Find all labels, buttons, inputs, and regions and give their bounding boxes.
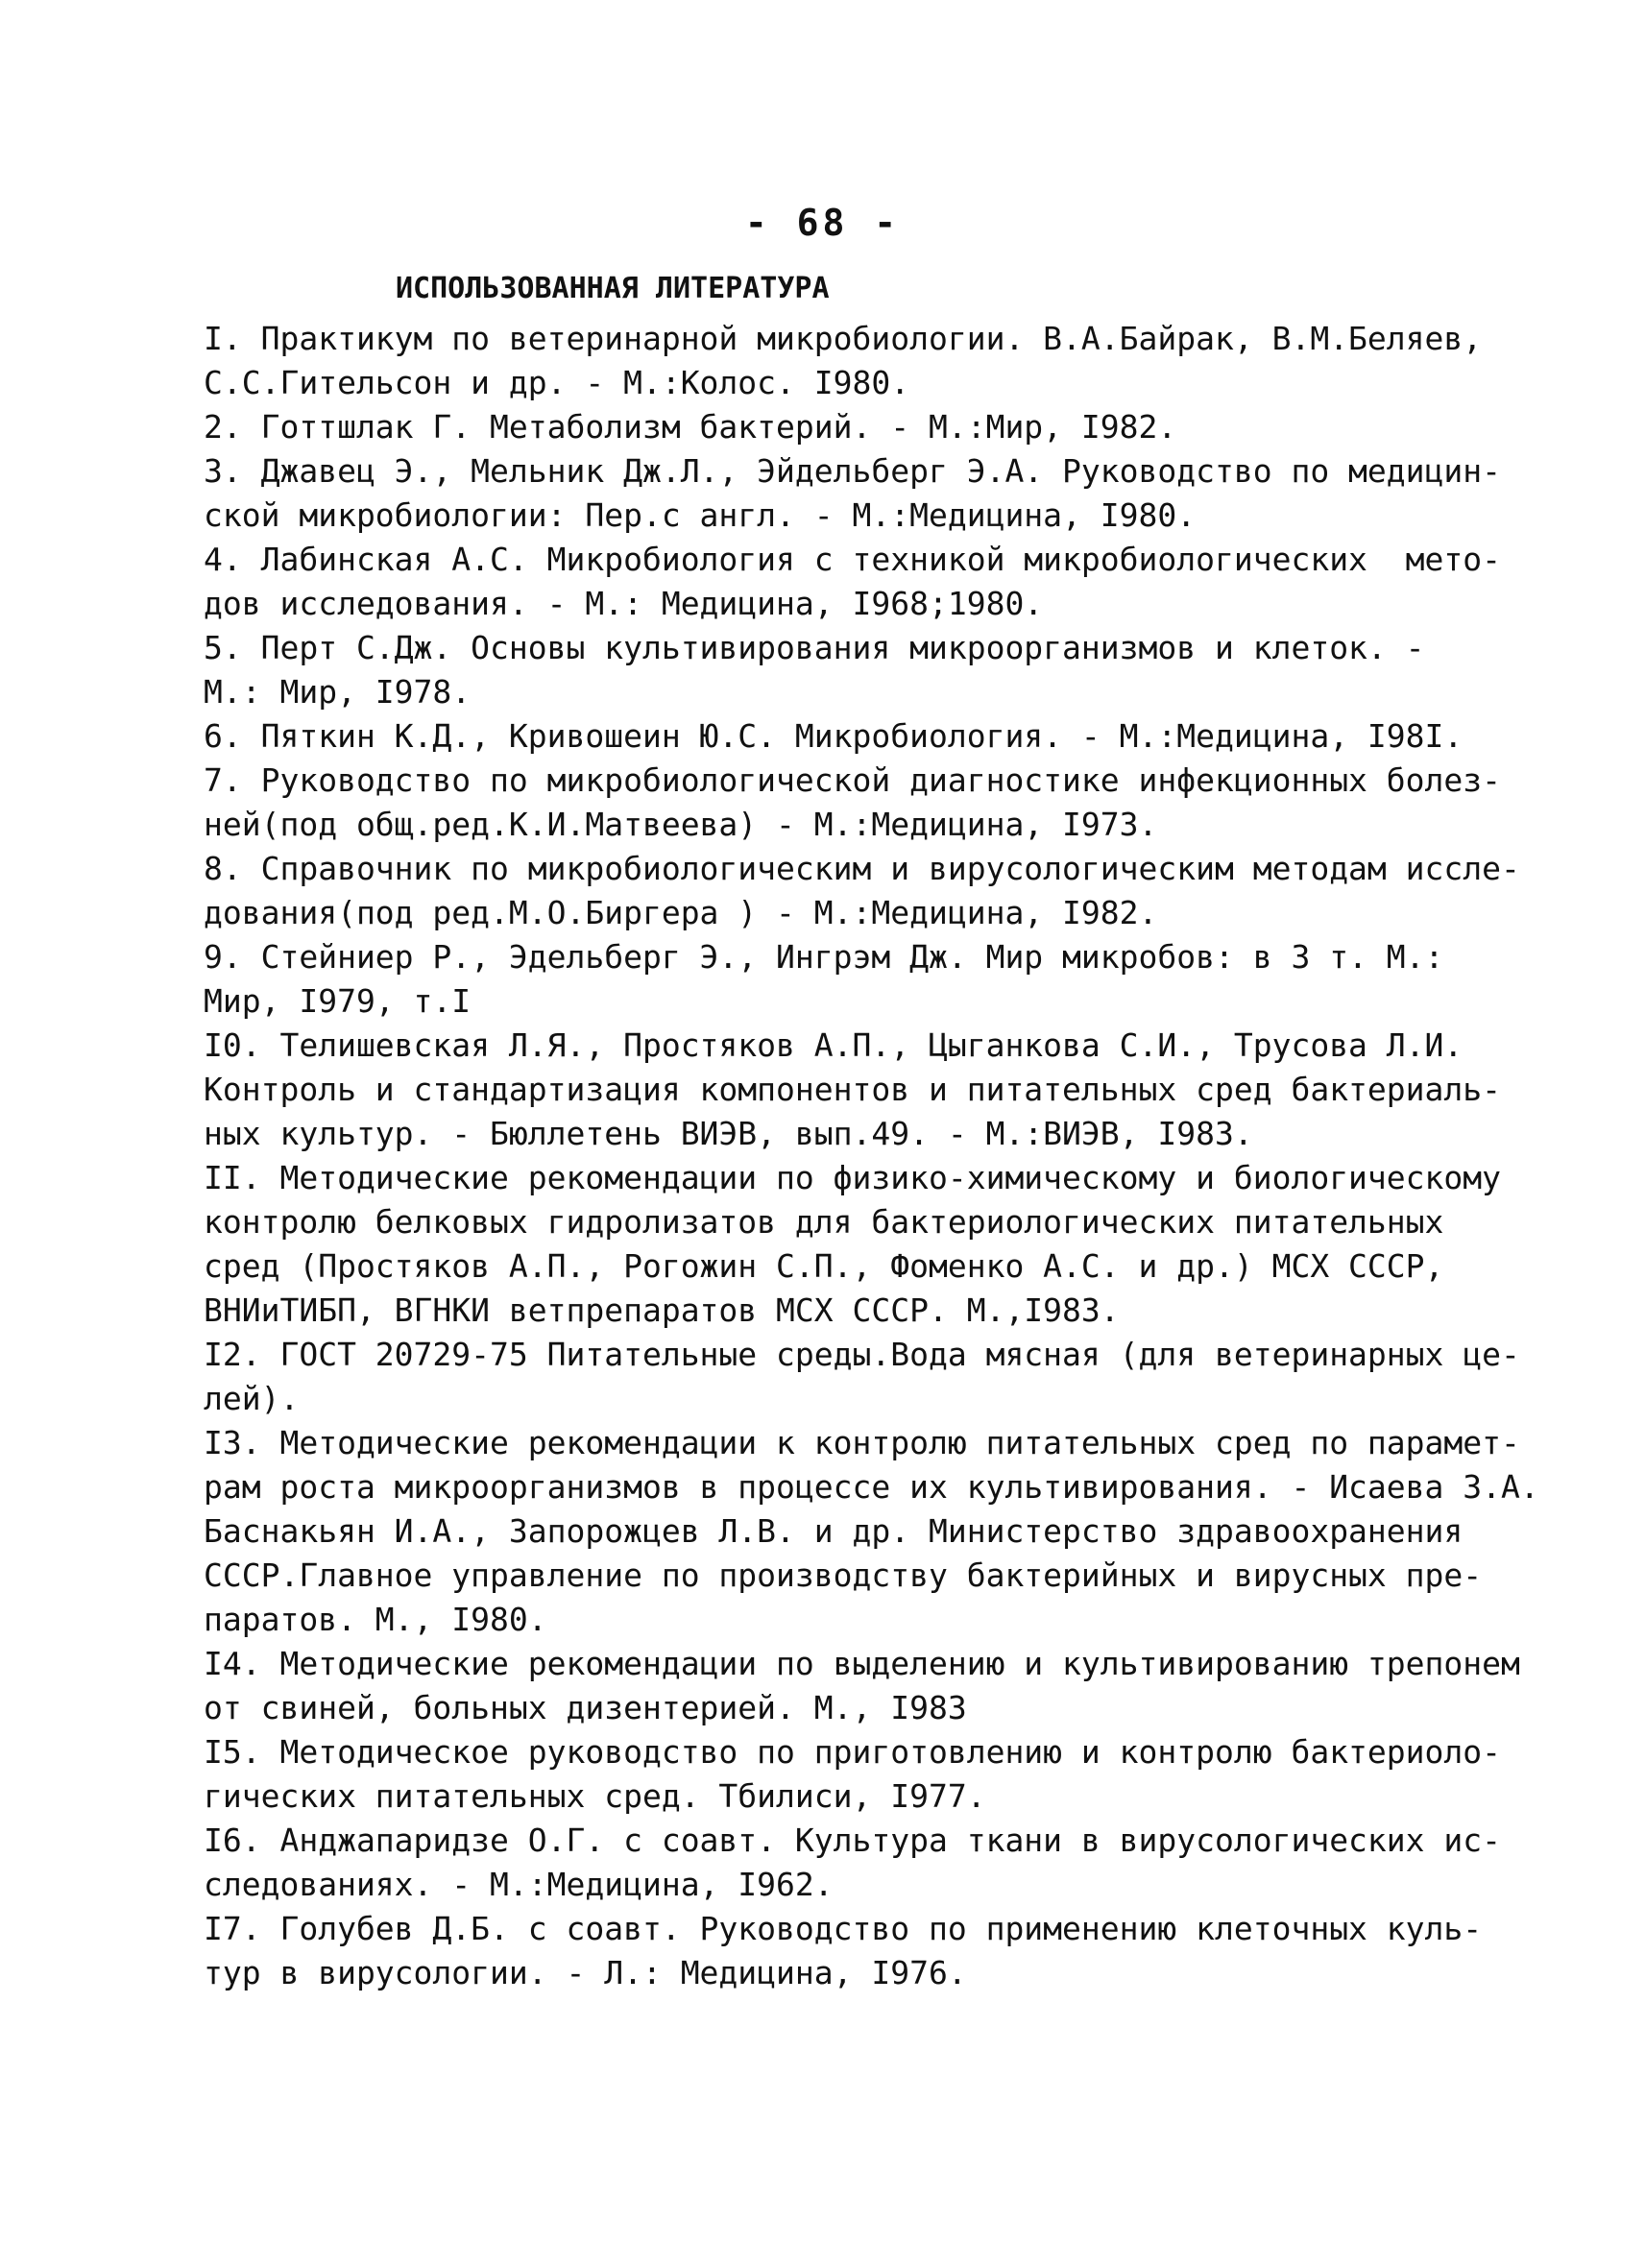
reference-line: 7. Руководство по микробиологической диагностике инфекционных болез-	[204, 761, 1502, 799]
reference-line: 6. Пяткин К.Д., Кривошеин Ю.С. Микробиология. - М.:Медицина, I98I.	[204, 717, 1464, 755]
reference-line: I7. Голубев Д.Б. с соавт. Руководство по применению клеточных куль-	[204, 1910, 1483, 1947]
reference-line: С.С.Гительсон и др. - М.:Колос. I980.	[204, 364, 910, 401]
reference-entry	[204, 538, 1502, 626]
reference-line: СССР.Главное управление по производству бактерийных и вирусных пре-	[204, 1556, 1483, 1594]
reference-entry	[204, 1907, 1483, 1995]
reference-entry	[204, 626, 1471, 714]
reference-line: ней(под общ.ред.К.И.Матвеева) - М.:Медицина, I973.	[204, 806, 1158, 843]
reference-line: 5. Перт С.Дж. Основы культивирования микроорганизмов и клеток. -	[204, 629, 1425, 666]
reference-line: следованиях. - М.:Медицина, I962.	[204, 1866, 834, 1903]
reference-entry	[204, 1642, 1520, 1730]
reference-entry	[204, 1819, 1502, 1907]
reference-line: дования(под ред.М.О.Биргера ) - М.:Медицина, I982.	[204, 894, 1158, 931]
reference-line: Баснакьян И.А., Запорожцев Л.В. и др. Министерство здравоохранения	[204, 1512, 1464, 1550]
reference-entry	[204, 1730, 1502, 1819]
reference-line: М.: Мир, I978.	[204, 673, 472, 711]
reference-line: I. Практикум по ветеринарной микробиологии. В.А.Байрак, В.М.Беляев,	[204, 320, 1483, 357]
reference-line: 4. Лабинская А.С. Микробиология с техникой микробиологических мето-	[204, 541, 1502, 578]
reference-entry	[204, 1024, 1502, 1156]
reference-entry	[204, 1421, 1539, 1642]
reference-entry	[204, 449, 1502, 538]
reference-line: тур в вирусологии. - Л.: Медицина, I976.	[204, 1954, 967, 1991]
reference-line: сред (Простяков А.П., Рогожин С.П., Фоменко А.С. и др.) МСХ СССР,	[204, 1247, 1444, 1285]
reference-line: I2. ГОСТ 20729-75 Питательные среды.Вода мясная (для ветеринарных це-	[204, 1336, 1520, 1373]
reference-entry	[204, 847, 1520, 935]
reference-line: паратов. М., I980.	[204, 1601, 547, 1638]
reference-line: контролю белковых гидролизатов для бактериологических питательных	[204, 1203, 1444, 1241]
reference-entry	[204, 714, 1471, 759]
reference-line: 3. Джавец Э., Мельник Дж.Л., Эйдельберг Э.А. Руководство по медицин-	[204, 452, 1502, 490]
reference-line: ской микробиологии: Пер.с англ. - М.:Медицина, I980.	[204, 496, 1197, 534]
reference-line: ных культур. - Бюллетень ВИЭВ, вып.49. - М.:ВИЭВ, I983.	[204, 1115, 1253, 1152]
reference-line: гических питательных сред. Тбилиси, I977.	[204, 1777, 986, 1815]
reference-line: Мир, I979, т.I	[204, 982, 472, 1020]
reference-line: дов исследования. - М.: Медицина, I968;1980.	[204, 585, 1044, 622]
reference-line: ВНИиТИБП, ВГНКИ ветпрепаратов МСХ СССР. М.,I983.	[204, 1291, 1120, 1329]
reference-line: I6. Анджапаридзе О.Г. с соавт. Культура ткани в вирусологических ис-	[204, 1822, 1502, 1859]
reference-line: Контроль и стандартизация компонентов и питательных сред бактериаль-	[204, 1071, 1502, 1108]
reference-line: I5. Методическое руководство по приготовлению и контролю бактериоло-	[204, 1733, 1502, 1771]
reference-list	[204, 317, 1539, 1995]
reference-entry	[204, 317, 1483, 405]
reference-line: II. Методические рекомендации по физико-химическому и биологическому	[204, 1159, 1502, 1196]
reference-entry	[204, 1156, 1502, 1333]
reference-entry	[204, 1333, 1520, 1421]
page-number: - 68 -	[744, 202, 901, 244]
reference-entry	[204, 935, 1471, 1024]
reference-line: 2. Готтшлак Г. Метаболизм бактерий. - М.:Мир, I982.	[204, 408, 1177, 446]
reference-line: I0. Телишевская Л.Я., Простяков А.П., Цыганкова С.И., Трусова Л.И.	[204, 1026, 1464, 1064]
page-title: ИСПОЛЬЗОВАННАЯ ЛИТЕРАТУРА	[396, 272, 830, 305]
reference-entry	[204, 405, 1471, 449]
reference-entry	[204, 759, 1502, 847]
reference-line: I3. Методические рекомендации к контролю питательных сред по парамет-	[204, 1424, 1520, 1461]
reference-line: рам роста микроорганизмов в процессе их культивирования. - Исаева З.А.	[204, 1468, 1539, 1506]
reference-line: I4. Методические рекомендации по выделению и культивированию трепонем	[204, 1645, 1520, 1682]
reference-line: от свиней, больных дизентерией. М., I983	[204, 1689, 967, 1726]
reference-line: 8. Справочник по микробиологическим и вирусологическим методам иссле-	[204, 850, 1520, 887]
reference-line: 9. Стейниер Р., Эдельберг Э., Ингрэм Дж. Мир микробов: в 3 т. М.:	[204, 938, 1444, 976]
reference-line: лей).	[204, 1380, 300, 1417]
